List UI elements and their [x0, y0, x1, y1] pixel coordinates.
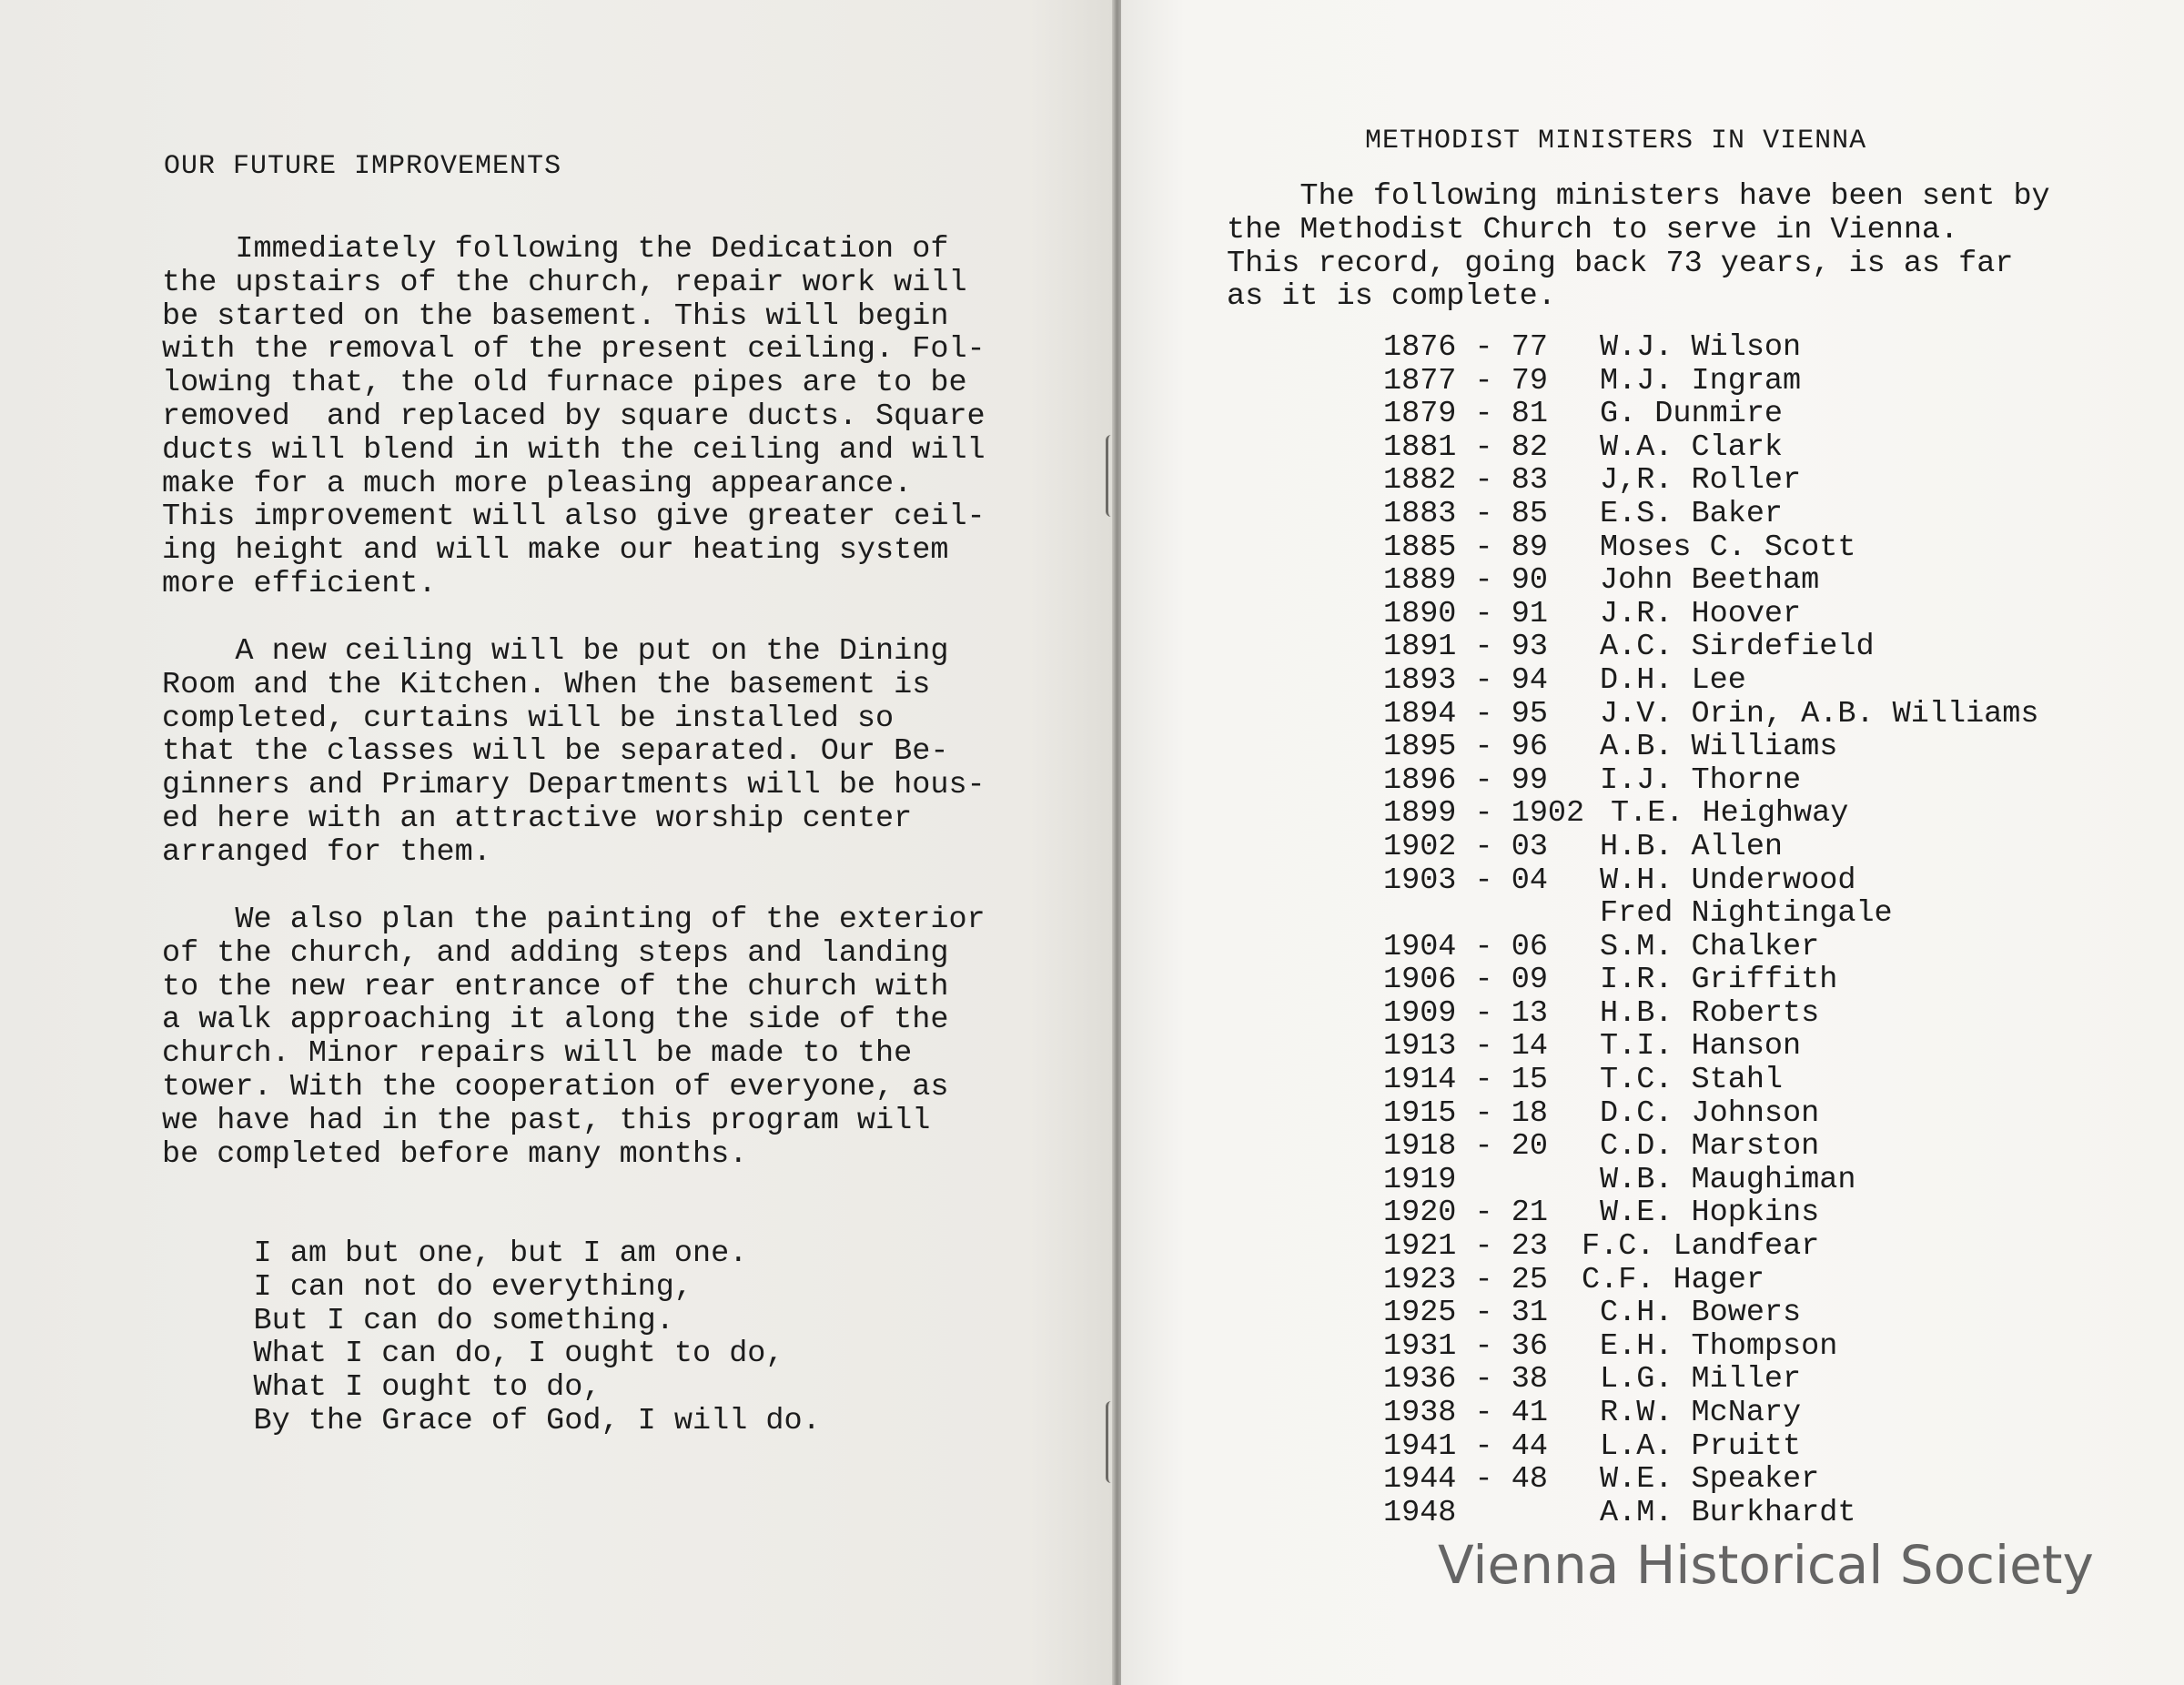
watermark: Vienna Historical Society [1438, 1534, 2094, 1596]
minister-name: C.D. Marston [1600, 1129, 1820, 1165]
minister-name: T.E. Heighway [1611, 796, 1849, 832]
minister-years: 1936 - 38 [1383, 1362, 1548, 1397]
minister-years: 1923 - 25 [1383, 1262, 1548, 1297]
minister-name: I.R. Griffith [1600, 963, 1838, 998]
minister-name: S.M. Chalker [1600, 929, 1820, 964]
minister-row [1383, 1097, 2038, 1131]
minister-name: L.A. Pruitt [1600, 1428, 1802, 1464]
minister-row [1383, 831, 2038, 864]
paragraph-dining-room: A new ceiling will be put on the Dining Room and the Kitchen. When the basement is completed, curtains will be installed so that the classes will be separated. Our Be- ginners and Primary Departments will be hous- ed here with an attractive worship center arranged for them. [162, 634, 986, 870]
minister-name: E.S. Baker [1600, 496, 1784, 531]
minister-row [1383, 531, 2038, 565]
minister-years: 1893 - 94 [1383, 662, 1548, 698]
minister-row [1383, 1196, 2038, 1230]
minister-name: W.B. Maughiman [1600, 1162, 1856, 1197]
minister-years: 1944 - 48 [1383, 1462, 1548, 1498]
minister-name: G. Dunmire [1600, 397, 1784, 432]
minister-row [1383, 331, 2038, 365]
minister-name: W.E. Speaker [1600, 1462, 1820, 1498]
paragraph-basement-repairs: Immediately following the Dedication of the upstairs of the church, repair work will be started on the basement. This will begin with the removal of the present ceiling. Fol- lowing that, the old furnace pipes are to be removed and replaced by square ducts. Square ducts will blend in with the ceiling and will make for a much more pleasing appearance. This improvement will also give greater ceil- ing height and will make our heating system more efficient. [162, 232, 986, 601]
minister-row [1383, 431, 2038, 465]
minister-name: A.C. Sirdefield [1600, 630, 1875, 665]
minister-name: W.A. Clark [1600, 429, 1784, 465]
minister-name: R.W. McNary [1600, 1396, 1802, 1430]
minister-name: E.H. Thompson [1600, 1328, 1838, 1364]
minister-row [1383, 1130, 2038, 1164]
minister-row [1383, 1264, 2038, 1297]
minister-years: 1931 - 36 [1383, 1328, 1548, 1364]
minister-row [1383, 797, 2038, 831]
minister-years: 1890 - 91 [1383, 596, 1548, 631]
minister-name: W.E. Hopkins [1600, 1196, 1820, 1231]
minister-years: 1915 - 18 [1383, 1095, 1548, 1131]
minister-years: 1894 - 95 [1383, 696, 1548, 732]
minister-row [1383, 698, 2038, 732]
minister-name: J,R. Roller [1600, 463, 1802, 499]
minister-row [1383, 1497, 2038, 1530]
minister-row [1383, 731, 2038, 764]
minister-row [1383, 1330, 2038, 1364]
minister-row [1383, 897, 2038, 931]
minister-years: 1876 - 77 [1383, 330, 1548, 365]
minister-row [1383, 1363, 2038, 1397]
minister-row [1383, 564, 2038, 598]
minister-name: D.C. Johnson [1600, 1095, 1820, 1131]
minister-years: 1906 - 09 [1383, 963, 1548, 998]
minister-name: L.G. Miller [1600, 1362, 1802, 1397]
minister-name: M.J. Ingram [1600, 363, 1802, 399]
minister-years: 1909 - 13 [1383, 995, 1548, 1031]
minister-years: 1913 - 14 [1383, 1029, 1548, 1064]
minister-row [1383, 598, 2038, 631]
ministers-list [1383, 331, 2038, 1529]
minister-years: 1902 - 03 [1383, 829, 1548, 864]
minister-row [1383, 1297, 2038, 1330]
minister-years: 1919 [1383, 1162, 1457, 1197]
minister-years: 1891 - 93 [1383, 630, 1548, 665]
minister-row [1383, 631, 2038, 664]
minister-row [1383, 1463, 2038, 1497]
paragraph-exterior-painting: We also plan the painting of the exterior of the church, and adding steps and landing to the new rear entrance of the church with a walk approaching it along the side of the church. Minor repairs will be made to the tower. With the cooperation of everyone, as we have had in the past, this program will be completed before many months. [162, 903, 986, 1172]
poem: I am but one, but I am one. I can not do everything, But I can do something. What I can do, I ought to do, What I ought to do, By the Grace of God, I will do. [253, 1236, 821, 1438]
minister-name: J.V. Orin, A.B. Williams [1600, 696, 2039, 732]
minister-years: 1920 - 21 [1383, 1196, 1548, 1231]
minister-name: H.B. Allen [1600, 829, 1784, 864]
minister-row [1383, 664, 2038, 698]
minister-years: 1882 - 83 [1383, 463, 1548, 499]
minister-name: J.R. Hoover [1600, 596, 1802, 631]
minister-name: C.F. Hager [1582, 1262, 1765, 1297]
minister-row [1383, 464, 2038, 498]
minister-row [1383, 498, 2038, 531]
minister-row [1383, 1030, 2038, 1064]
minister-name: John Beetham [1600, 563, 1820, 599]
minister-years: 1877 - 79 [1383, 363, 1548, 399]
minister-name: F.C. Landfear [1582, 1229, 1820, 1265]
minister-row [1383, 1430, 2038, 1464]
minister-row [1383, 398, 2038, 431]
minister-name: T.C. Stahl [1600, 1063, 1784, 1098]
minister-name: A.B. Williams [1600, 730, 1838, 765]
minister-row [1383, 1164, 2038, 1197]
minister-name: A.M. Burkhardt [1600, 1495, 1856, 1530]
minister-years: 1914 - 15 [1383, 1063, 1548, 1098]
minister-name: C.H. Bowers [1600, 1296, 1802, 1331]
minister-years: 1941 - 44 [1383, 1428, 1548, 1464]
minister-years: 1925 - 31 [1383, 1296, 1548, 1331]
minister-name: Moses C. Scott [1600, 530, 1856, 565]
minister-years: 1904 - 06 [1383, 929, 1548, 964]
minister-row [1383, 1230, 2038, 1264]
minister-years: 1879 - 81 [1383, 397, 1548, 432]
minister-row [1383, 365, 2038, 399]
minister-years: 1895 - 96 [1383, 730, 1548, 765]
ministers-intro: The following ministers have been sent by the Methodist Church to serve in Vienna. This record, going back 73 years, is as far as it is complete. [1227, 179, 2050, 315]
minister-years: 1899 - 1902 [1383, 796, 1585, 832]
minister-name: I.J. Thorne [1600, 762, 1802, 798]
minister-name: D.H. Lee [1600, 662, 1746, 698]
minister-years: 1889 - 90 [1383, 563, 1548, 599]
left-page-heading: OUR FUTURE IMPROVEMENTS [164, 151, 562, 182]
minister-row [1383, 764, 2038, 798]
minister-row [1383, 964, 2038, 997]
minister-years: 1903 - 04 [1383, 863, 1548, 898]
minister-years: 1921 - 23 [1383, 1229, 1548, 1265]
minister-row [1383, 1397, 2038, 1430]
minister-years: 1896 - 99 [1383, 762, 1548, 798]
minister-row [1383, 931, 2038, 964]
minister-years: 1883 - 85 [1383, 496, 1548, 531]
minister-row [1383, 997, 2038, 1031]
right-page-heading: METHODIST MINISTERS IN VIENNA [1365, 126, 1867, 156]
minister-name: H.B. Roberts [1600, 995, 1820, 1031]
minister-years: 1948 [1383, 1495, 1457, 1530]
minister-years: 1938 - 41 [1383, 1396, 1548, 1430]
minister-name: T.I. Hanson [1600, 1029, 1802, 1064]
minister-name: W.H. Underwood [1600, 863, 1856, 898]
minister-years: 1885 - 89 [1383, 530, 1548, 565]
minister-row [1383, 1064, 2038, 1097]
minister-name: W.J. Wilson [1600, 330, 1802, 365]
minister-years: 1881 - 82 [1383, 429, 1548, 465]
minister-row [1383, 864, 2038, 898]
minister-years: 1918 - 20 [1383, 1129, 1548, 1165]
minister-name: Fred Nightingale [1600, 896, 1893, 932]
